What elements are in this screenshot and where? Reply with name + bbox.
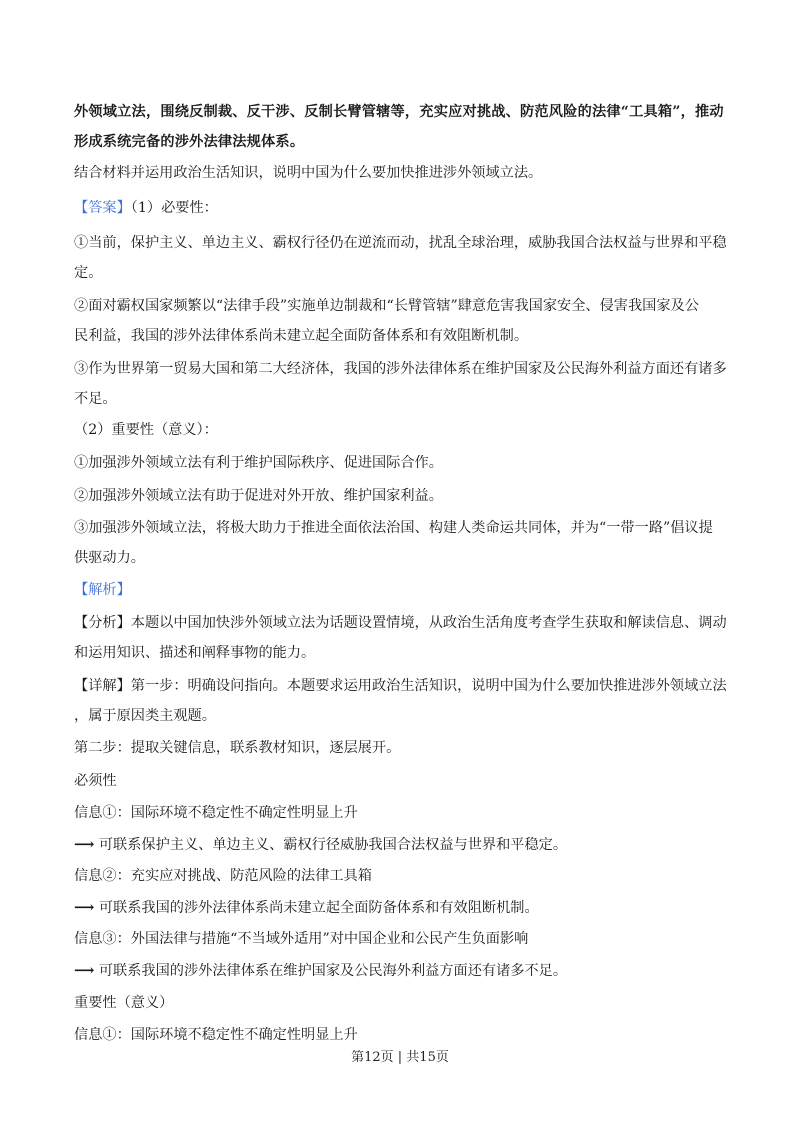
answer-p6-line-1: ③加强涉外领域立法，将极大助力于推进全面依法治国、构建人类命运共同体，并为“一带一路”倡议提: [74, 520, 713, 536]
answer-p4: ①加强涉外领域立法有利于维护国际秩序、促进国际合作。: [74, 455, 443, 471]
answer-p3-line-1: ③作为世界第一贸易大国和第二大经济体，我国的涉外法律体系在维护国家及公民海外利益方面还有诸多: [74, 361, 727, 377]
bixu-heading: 必须性: [74, 773, 117, 789]
xiangjie-line-2: ，属于原因类主观题。: [74, 708, 216, 724]
answer-p2-line-2: 民利益，我国的涉外法律体系尚未建立起全面防备体系和有效阻断机制。: [74, 328, 529, 344]
answer-p1-line-1: ①当前，保护主义、单边主义、霸权行径仍在逆流而动，扰乱全球治理，威胁我国合法权益与世界和平稳: [74, 235, 727, 251]
answer-p6-line-2: 供驱动力。: [74, 550, 145, 566]
answer-tag: 【答案】: [74, 200, 131, 216]
fenxi-line-2: 和运用知识、描述和阐释事物的能力。: [74, 645, 316, 661]
fenxi-text: 本题以中国加快涉外领域立法为话题设置情境，从政治生活角度考查学生获取和解读信息、调动: [130, 615, 727, 631]
part2-title: （2）重要性（意义）：: [74, 422, 218, 438]
link1-line: [74, 835, 734, 855]
zhongyao-heading: 重要性（意义）: [74, 995, 174, 1011]
answer-p3-line-2: 不足。: [74, 391, 117, 407]
answer-p5: ②加强涉外领域立法有助于促进对外开放、维护国家利益。: [74, 488, 443, 504]
arrow-right-icon: ⟶: [74, 837, 95, 853]
arrow-right-icon: ⟶: [74, 900, 95, 916]
info1-text: 信息①：国际环境不稳定性不确定性明显上升: [74, 805, 358, 821]
xiangjie-text: 第一步：明确设问指向。本题要求运用政治生活知识，说明中国为什么要加快推进涉外领域立法: [130, 678, 727, 694]
info2-text: 信息②：充实应对挑战、防范风险的法律工具箱: [74, 868, 372, 884]
link3-line: [74, 961, 734, 981]
intro-line-1: 外领域立法，围绕反制裁、反干涉、反制长臂管辖等，充实应对挑战、防范风险的法律“工具箱”，推动: [74, 104, 724, 120]
analysis-tag: 【解析】: [74, 582, 131, 598]
answer-p2-line-1: ②面对霸权国家频繁以“法律手段”实施单边制裁和“长臂管辖”肆意危害我国家安全、侵害我国家及公: [74, 298, 699, 314]
question-text: 结合材料并运用政治生活知识，说明中国为什么要加快推进涉外领域立法。: [74, 165, 543, 181]
xiangjie-line-1: [74, 676, 734, 696]
xiangjie-tag: 【详解】: [74, 678, 131, 694]
arrow-right-icon: ⟶: [74, 963, 95, 979]
link3-text: 可联系我国的涉外法律体系在维护国家及公民海外利益方面还有诸多不足。: [98, 963, 568, 979]
info3-text: 信息③：外国法律与措施“不当域外适用”对中国企业和公民产生负面影响: [74, 931, 529, 947]
page-footer: 第12页 | 共15页: [351, 1050, 449, 1065]
intro-line-2: 形成系统完备的涉外法律法规体系。: [74, 134, 305, 150]
link1-text: 可联系保护主义、单边主义、霸权行径威胁我国合法权益与世界和平稳定。: [98, 837, 568, 853]
fenxi-line-1: [74, 613, 734, 633]
link2-line: [74, 898, 734, 918]
info4-text: 信息①：国际环境不稳定性不确定性明显上升: [74, 1027, 358, 1043]
answer-p1-line-2: 定。: [74, 265, 103, 281]
part1-title: （1）必要性：: [130, 200, 218, 216]
step2-text: 第二步：提取关键信息，联系教材知识，逐层展开。: [74, 740, 401, 756]
link2-text: 可联系我国的涉外法律体系尚未建立起全面防备体系和有效阻断机制。: [98, 900, 539, 916]
answer-heading: [74, 198, 734, 218]
fenxi-tag: 【分析】: [74, 615, 131, 631]
